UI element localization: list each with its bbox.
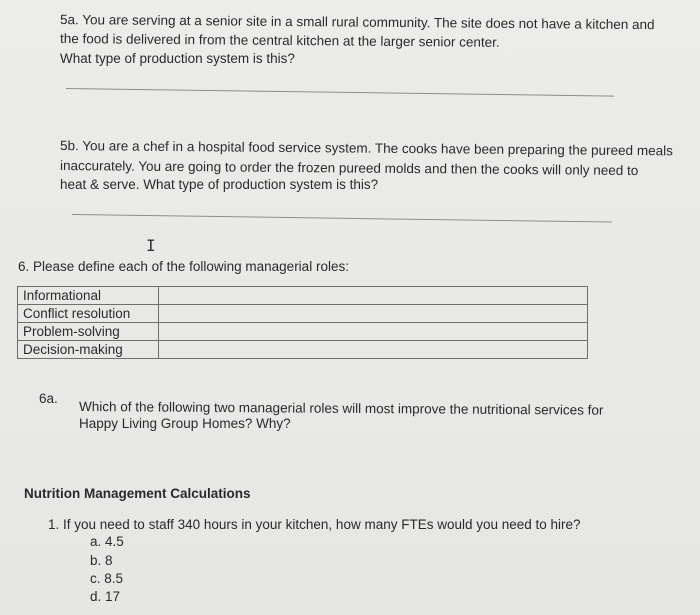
table-row bbox=[18, 305, 588, 323]
option-b: b. 8 bbox=[90, 553, 113, 568]
role-label: Problem-solving bbox=[18, 323, 159, 341]
option-c: c. 8.5 bbox=[90, 571, 124, 586]
role-definition-cell[interactable] bbox=[159, 341, 588, 359]
text-cursor-icon: I bbox=[146, 236, 156, 255]
question-6a-line-2: Happy Living Group Homes? Why? bbox=[79, 416, 291, 431]
answer-line-5a[interactable] bbox=[66, 88, 614, 97]
question-5b-line-3: heat & serve. What type of production system is this? bbox=[60, 177, 379, 192]
question-6-prompt: 6. Please define each of the following managerial roles: bbox=[18, 259, 349, 274]
managerial-roles-table bbox=[17, 286, 588, 359]
question-6a-line-1: Which of the following two managerial roles will most improve the nutritional services for bbox=[78, 399, 604, 418]
option-a: a. 4.5 bbox=[90, 534, 124, 549]
option-d: d. 17 bbox=[90, 589, 121, 604]
question-5a-line-3: What type of production system is this? bbox=[60, 51, 295, 66]
table-row bbox=[18, 341, 588, 359]
role-definition-cell[interactable] bbox=[159, 305, 588, 323]
question-6a-number: 6a. bbox=[39, 391, 58, 406]
table-row bbox=[18, 287, 588, 305]
role-label: Decision-making bbox=[18, 341, 159, 359]
calculations-heading: Nutrition Management Calculations bbox=[24, 486, 251, 501]
calc-question-1: 1. If you need to staff 340 hours in your kitchen, how many FTEs would you need to hire? bbox=[48, 517, 581, 532]
question-5b-line-2: inaccurately. You are going to order the frozen pureed molds and then the cooks will only need to bbox=[59, 158, 639, 179]
role-label: Informational bbox=[18, 287, 159, 305]
table-row bbox=[18, 323, 588, 341]
answer-line-5b[interactable] bbox=[72, 214, 612, 223]
question-5a-line-2: the food is delivered in from the central kitchen at the larger senior center. bbox=[59, 31, 500, 50]
role-label: Conflict resolution bbox=[18, 305, 159, 323]
question-5a-line-1: 5a. You are serving at a senior site in a small rural community. The site does not have a kitchen and bbox=[59, 12, 655, 33]
role-definition-cell[interactable] bbox=[159, 287, 588, 305]
role-definition-cell[interactable] bbox=[159, 323, 588, 341]
question-5b-line-1: 5b. You are a chef in a hospital food service system. The cooks have been preparing the pureed meals bbox=[59, 138, 673, 159]
